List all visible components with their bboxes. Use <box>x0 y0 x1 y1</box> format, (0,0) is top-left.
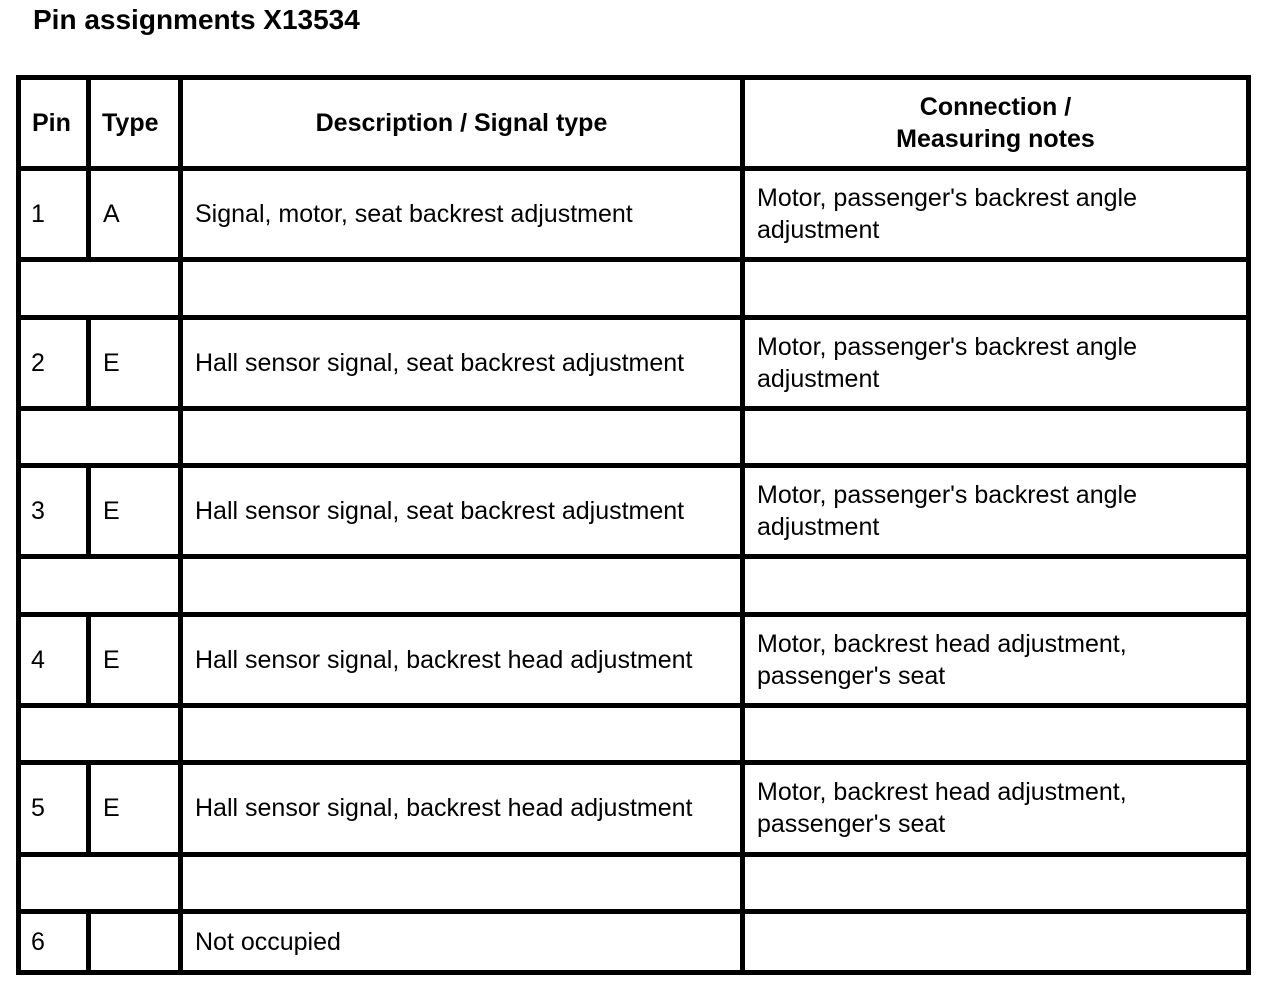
spacer-cell <box>181 557 743 614</box>
connection-cell: Motor, backrest head adjustment, passenger's seat <box>743 763 1249 854</box>
table-row <box>19 169 1249 260</box>
table-row <box>19 466 1249 557</box>
table-row <box>19 317 1249 408</box>
pin-cell: 1 <box>19 169 89 260</box>
description-cell: Not occupied <box>181 911 743 972</box>
spacer-cell <box>743 854 1249 911</box>
pin-cell: 2 <box>19 317 89 408</box>
connection-cell: Motor, passenger's backrest angle adjustment <box>743 466 1249 557</box>
spacer-cell <box>743 557 1249 614</box>
header-connection-line2: Measuring notes <box>896 125 1095 153</box>
spacer-cell <box>19 706 181 763</box>
spacer-row <box>19 557 1249 614</box>
description-cell: Hall sensor signal, seat backrest adjustment <box>181 466 743 557</box>
spacer-cell <box>19 260 181 317</box>
spacer-cell <box>743 260 1249 317</box>
connection-cell <box>743 911 1249 972</box>
description-cell: Signal, motor, seat backrest adjustment <box>181 169 743 260</box>
connection-cell: Motor, backrest head adjustment, passenger's seat <box>743 614 1249 705</box>
spacer-row <box>19 408 1249 465</box>
spacer-row <box>19 706 1249 763</box>
type-cell: E <box>89 466 181 557</box>
table-header-row <box>19 78 1249 169</box>
header-type: Type <box>89 78 181 169</box>
pin-cell: 4 <box>19 614 89 705</box>
spacer-row <box>19 854 1249 911</box>
spacer-cell <box>19 557 181 614</box>
spacer-cell <box>743 408 1249 465</box>
spacer-cell <box>181 260 743 317</box>
header-connection <box>743 78 1249 169</box>
spacer-cell <box>181 854 743 911</box>
header-description: Description / Signal type <box>181 78 743 169</box>
description-cell: Hall sensor signal, backrest head adjustment <box>181 763 743 854</box>
type-cell: E <box>89 317 181 408</box>
table-row <box>19 614 1249 705</box>
pin-cell: 6 <box>19 911 89 972</box>
connection-cell: Motor, passenger's backrest angle adjustment <box>743 317 1249 408</box>
spacer-cell <box>181 408 743 465</box>
header-pin: Pin <box>19 78 89 169</box>
type-cell: A <box>89 169 181 260</box>
page-title: Pin assignments X13534 <box>33 4 360 35</box>
spacer-cell <box>181 706 743 763</box>
pin-assignment-table <box>16 75 1251 975</box>
header-connection-line1: Connection / <box>919 93 1072 121</box>
type-cell: E <box>89 763 181 854</box>
type-cell: E <box>89 614 181 705</box>
spacer-cell <box>19 408 181 465</box>
spacer-row <box>19 260 1249 317</box>
spacer-cell <box>19 854 181 911</box>
table-row <box>19 763 1249 854</box>
pin-cell: 5 <box>19 763 89 854</box>
description-cell: Hall sensor signal, seat backrest adjustment <box>181 317 743 408</box>
pin-cell: 3 <box>19 466 89 557</box>
type-cell <box>89 911 181 972</box>
table-row <box>19 911 1249 972</box>
description-cell: Hall sensor signal, backrest head adjustment <box>181 614 743 705</box>
spacer-cell <box>743 706 1249 763</box>
connection-cell: Motor, passenger's backrest angle adjustment <box>743 169 1249 260</box>
